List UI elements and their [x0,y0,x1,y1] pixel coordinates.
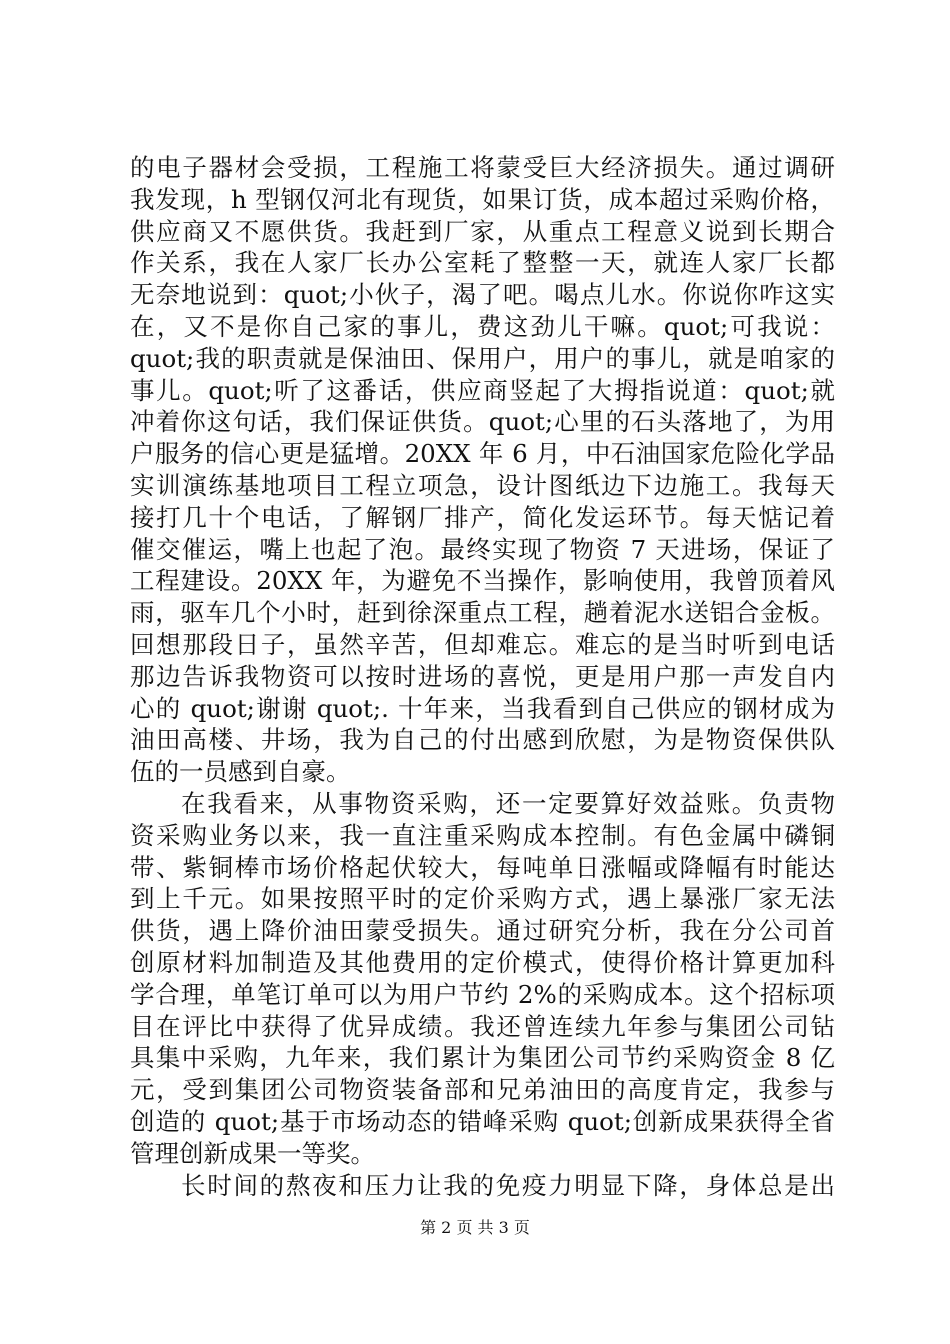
text-line: 管理创新成果一等奖。 [130,1138,375,1168]
text-line: 创原材料加制造及其他费用的定价模式，使得价格计算更加科 [130,947,835,977]
text-line: 目在评比中获得了优异成绩。我还曾连续九年参与集团公司钻 [130,1011,835,1041]
text-line: 户服务的信心更是猛增。20XX 年 6 月，中石油国家危险化学品 [130,439,835,469]
text-line: 事儿。quot;听了这番话，供应商竖起了大拇指说道：quot;就 [130,375,835,405]
text-line: 无奈地说到：quot;小伙子，渴了吧。喝点儿水。你说你咋这实 [130,280,835,310]
text-line: 油田高楼、井场，我为自己的付出感到欣慰，为是物资保供队 [130,725,835,755]
text-line: 学合理，单笔订单可以为用户节约 2%的采购成本。这个招标项 [130,979,835,1009]
text-line: 元，受到集团公司物资装备部和兄弟油田的高度肯定，我参与 [130,1075,835,1105]
text-line: 心的 quot;谢谢 quot;. 十年来，当我看到自己供应的钢材成为 [130,693,835,723]
page-number-footer: 第 2 页 共 3 页 [420,1218,530,1237]
text-line: 的电子器材会受损，工程施工将蒙受巨大经济损失。通过调研 [130,153,835,182]
text-line: 冲着你这句话，我们保证供货。quot;心里的石头落地了，为用 [130,407,835,437]
text-line: 工程建设。20XX 年，为避免不当操作，影响使用，我曾顶着风 [130,566,835,596]
text-line: 雨，驱车几个小时，赶到徐深重点工程，趟着泥水送铝合金板。 [130,598,835,628]
text-line: 在我看来，从事物资采购，还一定要算好效益账。负责物 [181,788,835,818]
body-text [130,152,835,1201]
text-line: 资采购业务以来，我一直注重采购成本控制。有色金属中磷铜 [130,820,835,850]
text-line: 创造的 quot;基于市场动态的错峰采购 quot;创新成果获得全省 [130,1106,835,1136]
text-line: 回想那段日子，虽然辛苦，但却难忘。难忘的是当时听到电话 [130,629,835,659]
text-line: 到上千元。如果按照平时的定价采购方式，遇上暴涨厂家无法 [130,884,835,914]
text-line: 作关系，我在人家厂长办公室耗了整整一天，就连人家厂长都 [130,248,835,278]
text-line: 供货，遇上降价油田蒙受损失。通过研究分析，我在分公司首 [130,916,835,946]
text-line: quot;我的职责就是保油田、保用户，用户的事儿，就是咱家的 [130,343,835,373]
text-line: 那边告诉我物资可以按时进场的喜悦，更是用户那一声发自内 [130,661,835,691]
text-line: 实训演练基地项目工程立项急，设计图纸边下边施工。我每天 [130,470,835,500]
text-line: 在，又不是你自己家的事儿，费这劲儿干嘛。quot;可我说： [130,311,835,341]
text-line: 具集中采购，九年来，我们累计为集团公司节约采购资金 8 亿 [130,1043,835,1073]
text-line: 供应商又不愿供货。我赶到厂家，从重点工程意义说到长期合 [130,216,835,246]
text-line: 接打几十个电话，了解钢厂排产，简化发运环节。每天惦记着 [130,502,835,532]
text-line: 伍的一员感到自豪。 [130,757,351,787]
text-line: 催交催运，嘴上也起了泡。最终实现了物资 7 天进场，保证了 [130,534,835,564]
text-line: 长时间的熬夜和压力让我的免疫力明显下降，身体总是出 [181,1170,835,1200]
text-line: 我发现，h 型钢仅河北有现货，如果订货，成本超过采购价格， [130,184,835,214]
text-line: 带、紫铜棒市场价格起伏较大，每吨单日涨幅或降幅有时能达 [130,852,835,882]
